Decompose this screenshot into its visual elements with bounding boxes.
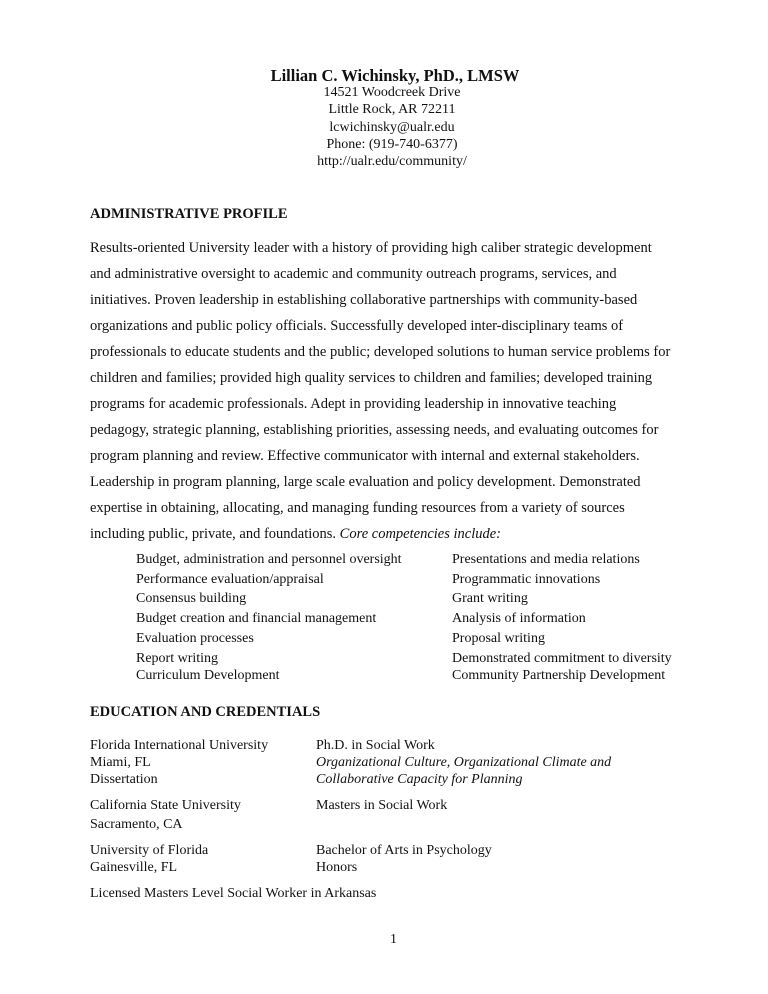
competency-right: Grant writing <box>452 591 528 606</box>
competency-right: Community Partnership Development <box>452 668 666 683</box>
city-state: Little Rock, AR 72211 <box>328 102 456 117</box>
profile-line: Leadership in program planning, large scale evaluation and policy development. Demonstrated <box>90 474 641 490</box>
phone: Phone: (919-740-6377) <box>326 137 458 152</box>
page-number: 1 <box>390 932 397 947</box>
edu-school: University of Florida <box>90 843 209 858</box>
education-heading: EDUCATION AND CREDENTIALS <box>90 704 321 720</box>
dissertation-title-cont: Collaborative Capacity for Planning <box>316 772 523 787</box>
competency-left: Performance evaluation/appraisal <box>136 572 324 587</box>
profile-line: Results-oriented University leader with a history of providing high caliber strategic development <box>90 240 652 256</box>
edu-dissertation-label: Dissertation <box>90 772 158 787</box>
competency-right: Programmatic innovations <box>452 572 601 587</box>
edu-city: Gainesville, FL <box>90 860 178 875</box>
profile-heading: ADMINISTRATIVE PROFILE <box>90 206 288 222</box>
profile-line: expertise in obtaining, allocating, and managing funding resources from a variety of sources <box>90 500 625 516</box>
profile-last-text: including public, private, and foundations. <box>90 526 337 542</box>
profile-line: children and families; provided high quality services to children and families; developed training <box>90 370 653 386</box>
competency-right: Analysis of information <box>452 611 586 626</box>
edu-degree: Masters in Social Work <box>316 798 448 813</box>
resume-name: Lillian C. Wichinsky, PhD., LMSW <box>270 66 520 85</box>
core-competencies-label: Core competencies include: <box>339 526 501 542</box>
edu-honors: Honors <box>316 860 358 875</box>
profile-line: organizations and public policy officials. Successfully developed inter-disciplinary teams of <box>90 318 624 334</box>
profile-line: program planning and review. Effective communicator with internal and external stakeholders. <box>90 448 640 464</box>
edu-city: Sacramento, CA <box>90 817 183 832</box>
dissertation-title: Organizational Culture, Organizational Climate and <box>316 755 612 770</box>
competency-left: Consensus building <box>136 591 247 606</box>
profile-line-last <box>90 526 710 543</box>
edu-degree: Bachelor of Arts in Psychology <box>316 843 492 858</box>
website-url: http://ualr.edu/community/ <box>317 154 467 169</box>
competency-left: Curriculum Development <box>136 668 280 683</box>
profile-line: and administrative oversight to academic and community outreach programs, services, and <box>90 266 617 282</box>
edu-school: Florida International University <box>90 738 269 753</box>
profile-line: initiatives. Proven leadership in establishing collaborative partnerships with community-based <box>90 292 638 308</box>
profile-line: programs for academic professionals. Adept in providing leadership in innovative teaching <box>90 396 617 412</box>
competency-right: Demonstrated commitment to diversity <box>452 651 672 666</box>
edu-school: California State University <box>90 798 241 813</box>
edu-city: Miami, FL <box>90 755 151 770</box>
competency-left: Report writing <box>136 651 219 666</box>
edu-degree: Ph.D. in Social Work <box>316 738 435 753</box>
competency-right: Proposal writing <box>452 631 545 646</box>
competency-left: Budget, administration and personnel oversight <box>136 552 402 567</box>
profile-line: pedagogy, strategic planning, establishing priorities, assessing needs, and evaluating outcomes for <box>90 422 659 438</box>
license: Licensed Masters Level Social Worker in Arkansas <box>90 886 377 901</box>
profile-line: professionals to educate students and the public; developed solutions to human service problems for <box>90 344 671 360</box>
address: 14521 Woodcreek Drive <box>323 85 461 100</box>
competency-right: Presentations and media relations <box>452 552 640 567</box>
competency-left: Evaluation processes <box>136 631 254 646</box>
competency-left: Budget creation and financial management <box>136 611 377 626</box>
email: lcwichinsky@ualr.edu <box>329 120 455 135</box>
